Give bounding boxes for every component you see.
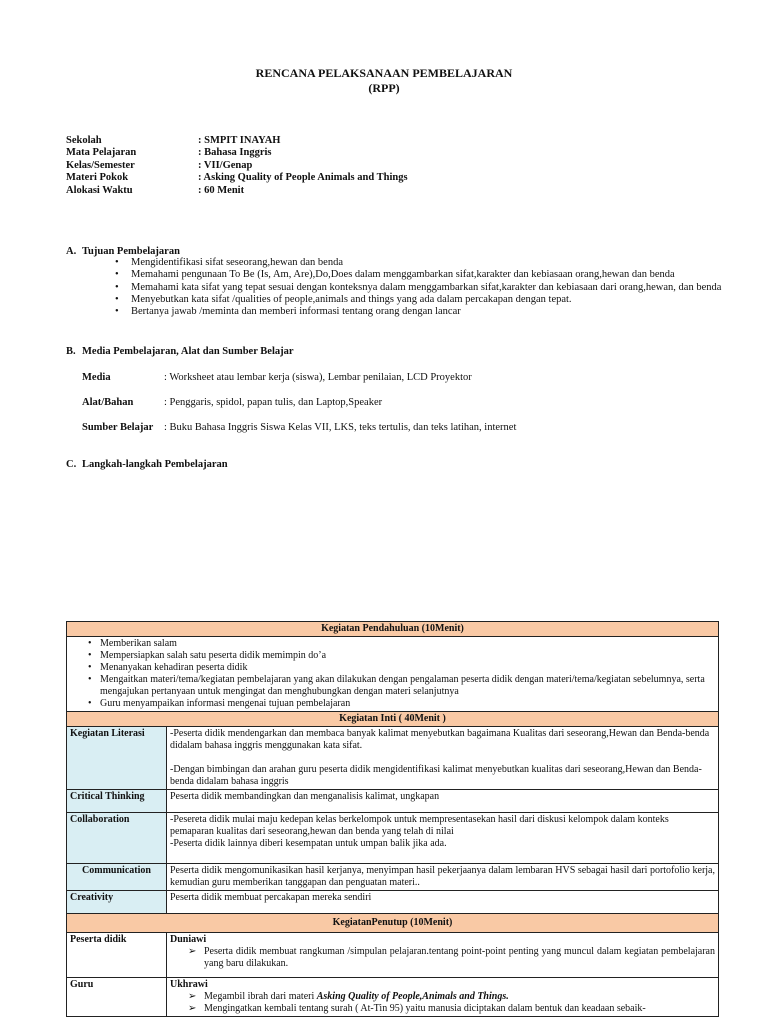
table-row	[67, 864, 719, 891]
objective-item: • Mengidentifikasi sifat seseorang,hewan dan benda	[66, 257, 768, 269]
section-heading	[66, 346, 294, 357]
table-row	[67, 914, 719, 933]
list-item: • Mempersiapkan salah satu peserta didik memimpin do’a	[70, 650, 715, 662]
identity-key: Materi Pokok	[66, 172, 129, 184]
row-content: Peserta didik mengomunikasikan hasil kerjanya, menyimpan hasil pekerjaanya dalam lembaran HVS sebagai hasil dari portofolio kerja, kemudian guru memberikan tanggapan dan penguatan materi..	[167, 864, 719, 891]
row-content: Peserta didik membandingkan dan menganalisis kalimat, ungkapan	[167, 790, 719, 813]
table-row	[67, 813, 719, 864]
row-content	[167, 933, 719, 978]
objectives-list	[66, 257, 768, 318]
table-row	[67, 637, 719, 712]
table-row	[67, 978, 719, 1017]
objective-item: • Memahami pengunaan To Be (Is, Am, Are),Do,Does dalam menggambarkan sifat,karakter dan kebiasaan orang,hewan dan benda	[66, 269, 768, 281]
item-emphasis: Asking Quality of People,Animals and Things.	[316, 991, 509, 1002]
identity-row	[66, 160, 408, 172]
identity-key: Kelas/Semester	[66, 159, 135, 171]
section-tujuan	[66, 246, 768, 318]
pendahuluan-cell	[67, 637, 719, 712]
row-label: Kegiatan Literasi	[67, 727, 167, 790]
section-heading	[66, 246, 768, 257]
identity-row	[66, 185, 408, 197]
row-label: Communication	[67, 864, 167, 891]
row-label: Critical Thinking	[67, 790, 167, 813]
table-row	[67, 712, 719, 727]
paragraph: -Peserta didik lainnya diberi kesempatan untuk umpan balik jika ada.	[170, 838, 447, 849]
section-title: Langkah-langkah Pembelajaran	[82, 459, 228, 470]
identity-value: : 60 Menit	[198, 184, 245, 196]
section-letter: A.	[66, 246, 77, 257]
list-item: • Memberikan salam	[70, 638, 715, 650]
section-heading	[66, 459, 228, 470]
media-row	[82, 397, 382, 408]
media-value: : Penggaris, spidol, papan tulis, dan Laptop,Speaker	[164, 397, 383, 408]
identity-value: : Bahasa Inggris	[198, 147, 272, 159]
media-key: Media	[82, 372, 111, 383]
objective-item: • Bertanya jawab /meminta dan memberi informasi tentang orang dengan lancar	[66, 306, 768, 318]
row-content	[167, 978, 719, 1017]
paragraph: -Dengan bimbingan dan arahan guru peserta didik mengidentifikasi kalimat menyebutkan kualitas dari seseorang,Hewan dan Benda-benda didalam bahasa inggris	[170, 764, 702, 787]
row-label: Guru	[67, 978, 167, 1017]
list-item: ➢ Peserta didik membuat rangkuman /simpulan pelajaran.tentang point-point penting yang muncul dalam kegiatan pembelajaran yang baru dilakukan.	[170, 946, 715, 970]
peserta-list	[170, 946, 715, 970]
document-title: RENCANA PELAKSANAAN PEMBELAJARAN	[255, 66, 513, 80]
section-title: Tujuan Pembelajaran	[82, 246, 180, 257]
list-item: • Mengaitkan materi/tema/kegiatan pembelajaran yang akan dilakukan dengan pengalaman peserta didik dengan materi/tema/kegiatan sebelumnya, serta mengajukan pertanyaan untuk mengingat dan menghubungkan dengan materi selanjutnya	[70, 674, 715, 698]
identity-key: Sekolah	[66, 135, 102, 146]
pendahuluan-list	[70, 638, 715, 710]
learning-steps-table	[66, 621, 719, 1017]
row-label: Peserta didik	[67, 933, 167, 978]
identity-key: Alokasi Waktu	[66, 184, 133, 196]
list-item	[170, 991, 715, 1003]
section-media	[66, 346, 294, 357]
identity-row	[66, 147, 408, 159]
list-item: • Menanyakan kehadiran peserta didik	[70, 662, 715, 674]
table-row	[67, 891, 719, 914]
media-key: Sumber Belajar	[82, 422, 154, 433]
inti-header: Kegiatan Inti ( 40Menit )	[67, 712, 719, 727]
objective-item: • Memahami kata sifat yang tepat sesuai dengan konteksnya dalam menggambarkan sifat,karakter dan kebiasaan dari orang,hewan, dan benda	[66, 282, 768, 294]
identity-value: : VII/Genap	[198, 159, 253, 171]
table-row	[67, 727, 719, 790]
identity-value: : SMPIT INAYAH	[198, 135, 281, 146]
list-item: • Guru menyampaikan informasi mengenai tujuan pembelajaran	[70, 698, 715, 710]
guru-list	[170, 991, 715, 1015]
penutup-header: KegiatanPenutup (10Menit)	[67, 914, 719, 933]
item-text: Megambil ibrah dari materi	[204, 991, 317, 1002]
table-row	[67, 790, 719, 813]
section-langkah	[66, 459, 228, 470]
pendahuluan-header: Kegiatan Pendahuluan (10Menit)	[67, 622, 719, 637]
identity-row	[66, 172, 408, 184]
spacer	[170, 752, 715, 764]
row-label: Creativity	[67, 891, 167, 914]
identity-value: : Asking Quality of People Animals and Things	[198, 172, 408, 184]
identity-row	[66, 135, 408, 147]
row-content: Peserta didik membuat percakapan mereka sendiri	[167, 891, 719, 914]
section-letter: C.	[66, 459, 77, 470]
document-subtitle: (RPP)	[368, 81, 400, 95]
identity-key: Mata Pelajaran	[66, 147, 137, 159]
media-value: : Buku Bahasa Inggris Siswa Kelas VII, LKS, teks tertulis, dan teks latihan, internet	[164, 422, 517, 433]
table-row	[67, 933, 719, 978]
section-letter: B.	[66, 346, 76, 357]
table-row	[67, 622, 719, 637]
row-label: Collaboration	[67, 813, 167, 864]
paragraph: -Pesereta didik mulai maju kedepan kelas berkelompok untuk mempresentasekan hasil dari diskusi kelompok dalam konteks pemaparan kualitas dari seseorang,hewan dan benda yang telah di nilai	[170, 814, 669, 837]
identity-block	[66, 135, 408, 197]
list-item: ➢ Mengingatkan kembali tentang surah ( At-Tin 95) yaitu manusia diciptakan dalam bentuk dan keadaan sebaik-	[170, 1003, 715, 1015]
media-row	[82, 422, 516, 433]
media-value: : Worksheet atau lembar kerja (siswa), Lembar penilaian, LCD Proyektor	[164, 372, 472, 383]
subheading: Ukhrawi	[170, 979, 208, 990]
media-key: Alat/Bahan	[82, 397, 134, 408]
paragraph: -Peserta didik mendengarkan dan membaca banyak kalimat menyebutkan bagaimana Kualitas dari seseorang,Hewan dan Benda-benda didalam bahasa inggris menggunakan kata sifat.	[170, 728, 710, 751]
objective-item: • Menyebutkan kata sifat /qualities of people,animals and things yang ada dalam percakapan dengan tepat.	[66, 294, 768, 306]
row-content	[167, 727, 719, 790]
subheading: Duniawi	[170, 934, 207, 945]
media-row	[82, 372, 472, 383]
row-content	[167, 813, 719, 864]
section-title: Media Pembelajaran, Alat dan Sumber Belajar	[82, 346, 294, 357]
